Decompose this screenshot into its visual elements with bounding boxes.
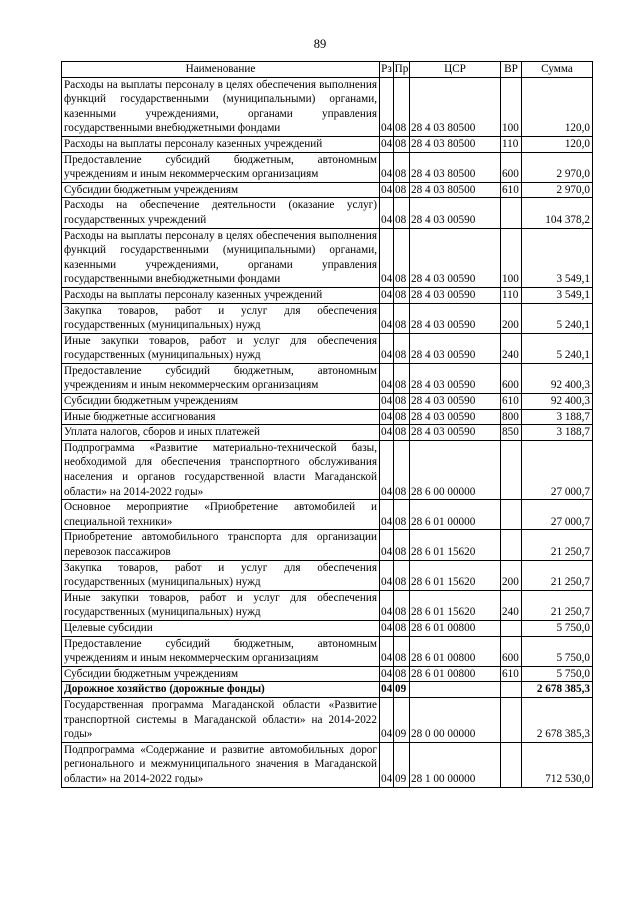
cell-vr: 600	[501, 363, 522, 393]
cell-rz: 04	[380, 333, 394, 363]
cell-pr: 08	[394, 590, 410, 620]
cell-rz: 04	[380, 425, 394, 441]
cell-rz: 04	[380, 198, 394, 228]
cell-pr: 08	[394, 620, 410, 636]
cell-rz: 04	[380, 666, 394, 682]
cell-rz: 04	[380, 682, 394, 698]
cell-vr: 110	[501, 287, 522, 303]
cell-name: Подпрограмма «Содержание и развитие автомобильных дорог регионального и межмуниципального значения в Магаданской области» на 2014-2022 годы»	[62, 742, 380, 787]
table-row	[62, 697, 593, 742]
cell-rz: 04	[380, 287, 394, 303]
cell-csr: 28 4 03 00590	[410, 287, 501, 303]
cell-sum: 27 000,7	[522, 500, 593, 530]
header-name: Наименование	[62, 62, 380, 78]
cell-vr: 240	[501, 590, 522, 620]
cell-name: Уплата налогов, сборов и иных платежей	[62, 425, 380, 441]
header-vr: ВР	[501, 62, 522, 78]
table-row	[62, 333, 593, 363]
cell-name: Предоставление субсидий бюджетным, автономным учреждениям и иным некоммерческим организациям	[62, 152, 380, 182]
cell-pr: 08	[394, 440, 410, 499]
cell-vr: 610	[501, 182, 522, 198]
cell-name: Расходы на выплаты персоналу казенных учреждений	[62, 287, 380, 303]
cell-pr: 09	[394, 682, 410, 698]
cell-vr: 200	[501, 560, 522, 590]
cell-vr: 610	[501, 394, 522, 410]
cell-rz: 04	[380, 560, 394, 590]
cell-sum: 21 250,7	[522, 530, 593, 560]
cell-rz: 04	[380, 500, 394, 530]
cell-sum: 92 400,3	[522, 363, 593, 393]
cell-rz: 04	[380, 228, 394, 287]
cell-rz: 04	[380, 77, 394, 136]
cell-vr: 600	[501, 636, 522, 666]
cell-sum: 21 250,7	[522, 560, 593, 590]
cell-sum: 5 750,0	[522, 620, 593, 636]
cell-vr	[501, 198, 522, 228]
cell-name: Расходы на обеспечение деятельности (оказание услуг) государственных учреждений	[62, 198, 380, 228]
cell-csr: 28 4 03 00590	[410, 333, 501, 363]
cell-sum: 104 378,2	[522, 198, 593, 228]
cell-csr: 28 4 03 00590	[410, 198, 501, 228]
cell-rz: 04	[380, 620, 394, 636]
cell-csr: 28 6 01 15620	[410, 530, 501, 560]
cell-csr: 28 6 01 15620	[410, 560, 501, 590]
table-row	[62, 152, 593, 182]
cell-sum: 5 240,1	[522, 303, 593, 333]
cell-pr: 08	[394, 303, 410, 333]
cell-name: Субсидии бюджетным учреждениям	[62, 182, 380, 198]
cell-sum: 2 678 385,3	[522, 682, 593, 698]
cell-name: Закупка товаров, работ и услуг для обеспечения государственных (муниципальных) нужд	[62, 560, 380, 590]
cell-pr: 08	[394, 636, 410, 666]
cell-vr	[501, 620, 522, 636]
cell-vr: 200	[501, 303, 522, 333]
cell-name: Подпрограмма «Развитие материально-технической базы, необходимой для обеспечения транспортного обслуживания населения и органов государственной власти Магаданской области» на 2014-2022 годы»	[62, 440, 380, 499]
cell-pr: 08	[394, 198, 410, 228]
cell-name: Субсидии бюджетным учреждениям	[62, 394, 380, 410]
cell-rz: 04	[380, 440, 394, 499]
cell-vr	[501, 742, 522, 787]
table-row	[62, 409, 593, 425]
cell-name: Расходы на выплаты персоналу в целях обеспечения выполнения функций государственными (муниципальными) органами, казенными учреждениями, органами управления государственными внебюджетными фондами	[62, 228, 380, 287]
table-row	[62, 500, 593, 530]
table-row	[62, 666, 593, 682]
cell-name: Предоставление субсидий бюджетным, автономным учреждениям и иным некоммерческим организациям	[62, 363, 380, 393]
cell-rz: 04	[380, 182, 394, 198]
cell-sum: 5 240,1	[522, 333, 593, 363]
cell-rz: 04	[380, 636, 394, 666]
cell-csr: 28 1 00 00000	[410, 742, 501, 787]
table-row	[62, 136, 593, 152]
cell-rz: 04	[380, 363, 394, 393]
cell-name: Закупка товаров, работ и услуг для обеспечения государственных (муниципальных) нужд	[62, 303, 380, 333]
cell-csr: 28 4 03 00590	[410, 363, 501, 393]
cell-csr: 28 4 03 80500	[410, 136, 501, 152]
cell-name: Основное мероприятие «Приобретение автомобилей и специальной техники»	[62, 500, 380, 530]
cell-sum: 5 750,0	[522, 636, 593, 666]
table-row	[62, 742, 593, 787]
cell-sum: 2 970,0	[522, 182, 593, 198]
cell-sum: 92 400,3	[522, 394, 593, 410]
cell-pr: 08	[394, 425, 410, 441]
cell-vr	[501, 440, 522, 499]
cell-sum: 3 188,7	[522, 409, 593, 425]
cell-csr: 28 4 03 80500	[410, 182, 501, 198]
cell-sum: 27 000,7	[522, 440, 593, 499]
cell-vr: 100	[501, 77, 522, 136]
cell-pr: 08	[394, 287, 410, 303]
table-row	[62, 590, 593, 620]
cell-pr: 08	[394, 666, 410, 682]
cell-csr: 28 4 03 80500	[410, 77, 501, 136]
page-number: 89	[313, 37, 327, 51]
cell-sum: 2 970,0	[522, 152, 593, 182]
header-pr: Пр	[394, 62, 410, 78]
cell-csr	[410, 682, 501, 698]
cell-pr: 08	[394, 500, 410, 530]
cell-sum: 2 678 385,3	[522, 697, 593, 742]
header-rz: Рз	[380, 62, 394, 78]
cell-sum: 712 530,0	[522, 742, 593, 787]
table-row	[62, 530, 593, 560]
table-row	[62, 303, 593, 333]
cell-name: Иные закупки товаров, работ и услуг для обеспечения государственных (муниципальных) нужд	[62, 333, 380, 363]
cell-rz: 04	[380, 394, 394, 410]
cell-pr: 08	[394, 152, 410, 182]
cell-csr: 28 6 00 00000	[410, 440, 501, 499]
cell-rz: 04	[380, 590, 394, 620]
cell-csr: 28 6 01 15620	[410, 590, 501, 620]
table-row	[62, 228, 593, 287]
table-row	[62, 636, 593, 666]
cell-sum: 120,0	[522, 77, 593, 136]
table-row	[62, 560, 593, 590]
table-row	[62, 198, 593, 228]
table-row	[62, 182, 593, 198]
cell-pr: 08	[394, 182, 410, 198]
cell-vr: 100	[501, 228, 522, 287]
cell-sum: 3 549,1	[522, 287, 593, 303]
cell-pr: 08	[394, 560, 410, 590]
header-sum: Сумма	[522, 62, 593, 78]
cell-vr	[501, 500, 522, 530]
cell-name: Целевые субсидии	[62, 620, 380, 636]
cell-pr: 08	[394, 333, 410, 363]
cell-rz: 04	[380, 742, 394, 787]
cell-vr: 110	[501, 136, 522, 152]
table-row	[62, 287, 593, 303]
cell-sum: 120,0	[522, 136, 593, 152]
cell-csr: 28 6 01 00800	[410, 666, 501, 682]
cell-vr	[501, 697, 522, 742]
table-row	[62, 394, 593, 410]
table-row	[62, 363, 593, 393]
table-header-row	[62, 62, 593, 78]
cell-csr: 28 0 00 00000	[410, 697, 501, 742]
cell-csr: 28 6 01 00000	[410, 500, 501, 530]
cell-pr: 08	[394, 363, 410, 393]
cell-csr: 28 6 01 00800	[410, 636, 501, 666]
cell-pr: 08	[394, 228, 410, 287]
cell-vr	[501, 682, 522, 698]
cell-sum: 21 250,7	[522, 590, 593, 620]
cell-vr	[501, 530, 522, 560]
table-row	[62, 425, 593, 441]
cell-pr: 08	[394, 530, 410, 560]
cell-csr: 28 4 03 00590	[410, 425, 501, 441]
cell-csr: 28 4 03 00590	[410, 303, 501, 333]
cell-rz: 04	[380, 303, 394, 333]
cell-csr: 28 4 03 00590	[410, 228, 501, 287]
cell-name: Иные бюджетные ассигнования	[62, 409, 380, 425]
table-row	[62, 77, 593, 136]
table-row	[62, 620, 593, 636]
cell-rz: 04	[380, 152, 394, 182]
cell-vr: 610	[501, 666, 522, 682]
cell-pr: 09	[394, 697, 410, 742]
cell-sum: 5 750,0	[522, 666, 593, 682]
cell-rz: 04	[380, 136, 394, 152]
cell-name: Государственная программа Магаданской области «Развитие транспортной системы в Магаданской области» на 2014-2022 годы»	[62, 697, 380, 742]
cell-rz: 04	[380, 697, 394, 742]
table-row	[62, 440, 593, 499]
budget-table	[61, 61, 593, 788]
cell-rz: 04	[380, 409, 394, 425]
cell-sum: 3 549,1	[522, 228, 593, 287]
cell-csr: 28 6 01 00800	[410, 620, 501, 636]
cell-pr: 08	[394, 77, 410, 136]
header-csr: ЦСР	[410, 62, 501, 78]
cell-name: Предоставление субсидий бюджетным, автономным учреждениям и иным некоммерческим организациям	[62, 636, 380, 666]
cell-name: Субсидии бюджетным учреждениям	[62, 666, 380, 682]
cell-vr: 240	[501, 333, 522, 363]
cell-csr: 28 4 03 80500	[410, 152, 501, 182]
cell-vr: 600	[501, 152, 522, 182]
cell-pr: 09	[394, 742, 410, 787]
cell-rz: 04	[380, 530, 394, 560]
cell-pr: 08	[394, 409, 410, 425]
cell-name: Приобретение автомобильного транспорта для организации перевозок пассажиров	[62, 530, 380, 560]
cell-vr: 800	[501, 409, 522, 425]
cell-sum: 3 188,7	[522, 425, 593, 441]
cell-name: Расходы на выплаты персоналу казенных учреждений	[62, 136, 380, 152]
cell-name: Дорожное хозяйство (дорожные фонды)	[62, 682, 380, 698]
cell-pr: 08	[394, 394, 410, 410]
cell-name: Расходы на выплаты персоналу в целях обеспечения выполнения функций государственными (муниципальными) органами, казенными учреждениями, органами управления государственными внебюджетными фондами	[62, 77, 380, 136]
table-body	[62, 77, 593, 787]
cell-csr: 28 4 03 00590	[410, 409, 501, 425]
cell-pr: 08	[394, 136, 410, 152]
cell-name: Иные закупки товаров, работ и услуг для обеспечения государственных (муниципальных) нужд	[62, 590, 380, 620]
cell-csr: 28 4 03 00590	[410, 394, 501, 410]
table-row	[62, 682, 593, 698]
cell-vr: 850	[501, 425, 522, 441]
